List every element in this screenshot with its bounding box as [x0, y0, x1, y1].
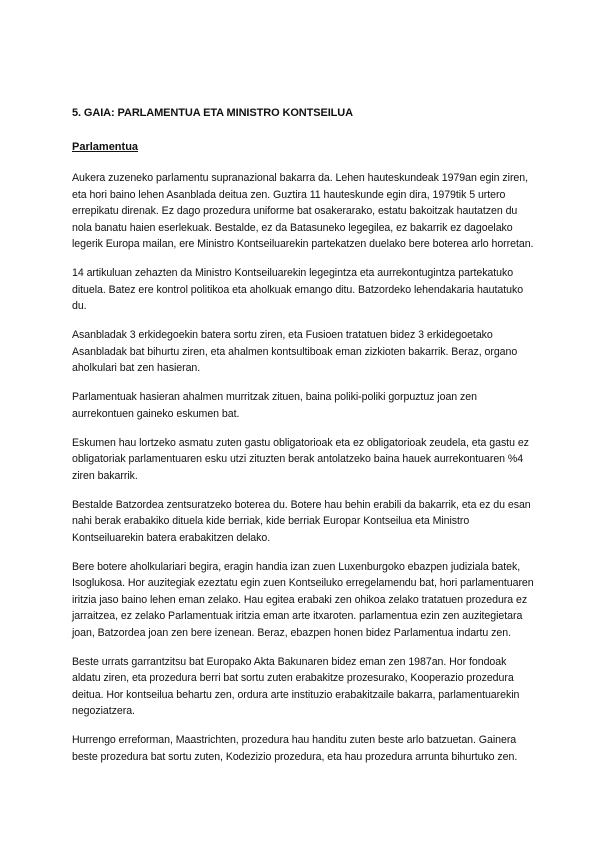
paragraph: Parlamentuak hasieran ahalmen murritzak zituen, baina poliki-poliki gorpuztuz joan zen aurrekontuen gaineko eskumen bat. — [72, 391, 477, 420]
paragraph: Asanbladak 3 erkidegoekin batera sortu ziren, eta Fusioen tratatuen bidez 3 erkidegoetako Asanbladak bat bihurtu ziren, eta ahalmen kontsultiboak eman zizkioten bakarrik. Beraz, organo aholkulari bat zen hasieran. — [72, 329, 518, 374]
document-page — [72, 104, 534, 778]
paragraph: Beste urrats garrantzitsu bat Europako Akta Bakunaren bidez eman zen 1987an. Hor fondoak aldatu ziren, eta prozedura berri bat sortu zuten erabakitze prozesurako, Kooperazio prozedura deitua. Hor kontseilua behartu zen, ordura arte instituzio erabakitzaile bakarra, parlamentuarekin negoziatzera. — [72, 655, 520, 717]
paragraph: Bestalde Batzordea zentsuratzeko boterea du. Botere hau behin erabili da bakarrik, eta ez du esan nahi berak erabakiko dituela kide berriak, kide berriak Europar Kontseilua eta Ministro Kontseiluarekin batera erabakitzen delako. — [72, 498, 531, 544]
section-heading: Parlamentua — [72, 141, 139, 153]
paragraph: Aukera zuzeneko parlamentu supranazional bakarra da. Lehen hauteskundeak 1979an egin ziren, eta hori baino lehen Asanblada deitua zen. Guztira 11 hauteskunde egin dira, 1979tik 5 urtero errepikatu direnak. Ez dago prozedura uniforme bat osakerarako, estatu bakoitzak hautatzen du nola banatu haien eserlekuak. Bestalde, ez da Batasuneko legegilea, ez bakarrik ez dagoelako legerik Europa mailan, ere Ministro Kontseiluarekin partekatzen duelako bere boterea arlo horretan. — [72, 172, 534, 250]
paragraph: Eskumen hau lortzeko asmatu zuten gastu obligatorioak eta ez obligatorioak zeudela, eta gastu ez obligatoriak parlamentuaren esku utzi zituzten berak antolatzeko baina hauek aurrekontuaren %4 ziren bakarrik. — [72, 436, 529, 482]
document-title: 5. GAIA: PARLAMENTUA ETA MINISTRO KONTSEILUA — [72, 107, 353, 119]
paragraph: Hurrengo erreforman, Maastrichten, prozedura hau handitu zuten beste arlo batzuetan. Gainera beste prozedura bat sortu zuten, Kodezizio prozedura, eta hau prozedura arrunta bihurtuko zen. — [72, 734, 518, 763]
paragraph: 14 artikuluan zehazten da Ministro Kontseiluarekin legegintza eta aurrekontugintza partekatuko dituela. Batez ere kontrol politikoa eta aholkuak emango ditu. Batzordeko lehendakaria hautatuko du. — [72, 267, 524, 312]
paragraph: Bere botere aholkulariari begira, eragin handia izan zuen Luxenburgoko ebazpen judiziala batek, Isoglukosa. Hor auzitegiak ezeztatu egin zuen Kontseiluko erregelamendu bat, hori parlamentuaren iritzia jaso baino lehen eman zelako. Hau egitea erabaki zen ohikoa zelako tratatuen prozedura ez jarraitzea, ez zelako Parlamentuak iritzia eman arte itxaroten. parlamentua ezin zen auzitegietara joan, Batzordea joan zen bere izenean. Beraz, ebazpen honen bidez Parlamentua indartu zen. — [72, 560, 534, 639]
